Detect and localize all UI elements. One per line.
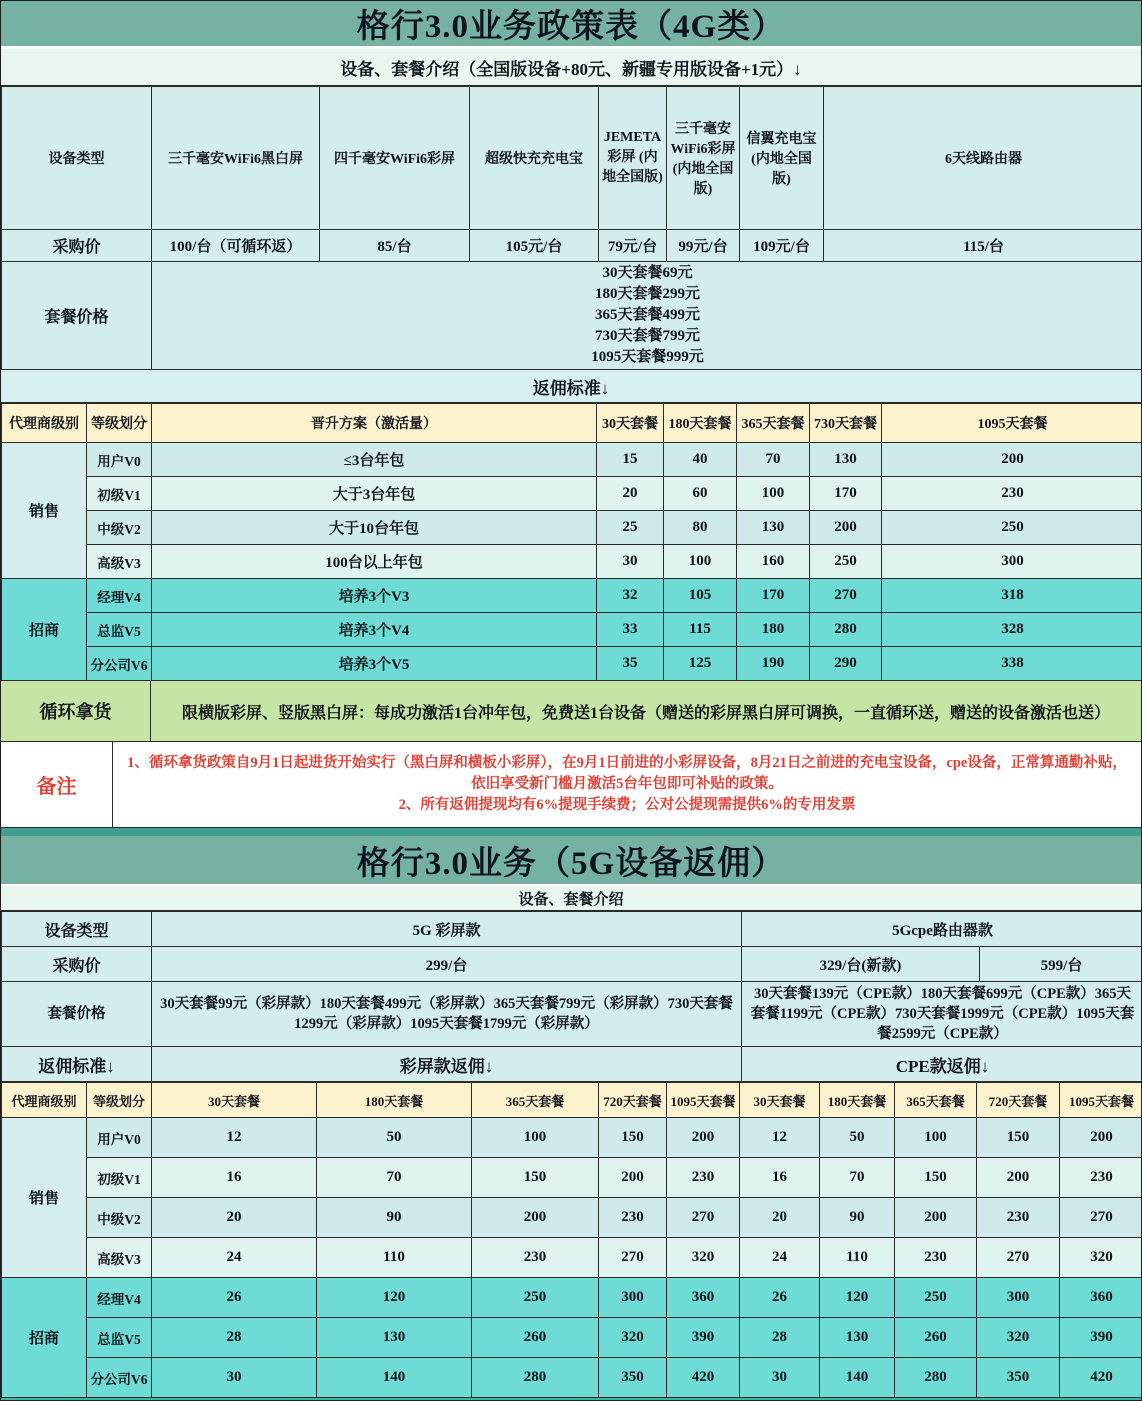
commission-value: 30 — [152, 1358, 317, 1398]
level-name: 用户V0 — [87, 1118, 152, 1158]
column-header: 180天套餐 — [664, 404, 737, 443]
commission-value: 280 — [895, 1358, 977, 1398]
commission-value: 270 — [977, 1238, 1060, 1278]
commission-value: 390 — [1060, 1318, 1142, 1358]
commission-value: 200 — [895, 1198, 977, 1238]
commission-value: 320 — [1060, 1238, 1142, 1278]
commission-value: 115 — [664, 613, 737, 647]
remark-row — [1, 742, 1141, 828]
commission-value: 150 — [472, 1158, 599, 1198]
level-row — [2, 511, 1142, 545]
purchase-price-label: 采购价 — [2, 230, 152, 262]
promotion-plan: ≤3台年包 — [152, 443, 597, 477]
device-name: 四千毫安WiFi6彩屏 — [320, 87, 470, 230]
commission-value: 200 — [599, 1158, 667, 1198]
column-header: 720天套餐 — [977, 1083, 1060, 1118]
column-header: 30天套餐 — [152, 1083, 317, 1118]
commission-value: 15 — [597, 443, 664, 477]
package-price-label: 套餐价格 — [2, 262, 152, 370]
remark-label: 备注 — [1, 742, 113, 827]
group-label: 销售 — [2, 1118, 87, 1278]
commission-value: 260 — [472, 1318, 599, 1358]
commission-value: 230 — [667, 1158, 740, 1198]
commission-value: 320 — [667, 1238, 740, 1278]
purchase-price-row — [2, 230, 1142, 262]
commission-value: 70 — [737, 443, 810, 477]
level-name: 初级V1 — [87, 477, 152, 511]
commission-value: 250 — [895, 1278, 977, 1318]
level-row — [2, 1238, 1142, 1278]
commission-value: 125 — [664, 647, 737, 681]
commission-value: 100 — [737, 477, 810, 511]
device-type-label: 设备类型 — [2, 87, 152, 230]
level-row — [2, 613, 1142, 647]
level-row — [2, 477, 1142, 511]
commission-value: 200 — [810, 511, 882, 545]
commission-value: 338 — [882, 647, 1142, 681]
commission-value: 360 — [1060, 1278, 1142, 1318]
commission-value: 230 — [599, 1198, 667, 1238]
commission-value: 110 — [317, 1238, 472, 1278]
commission-value: 120 — [820, 1278, 895, 1318]
level-row — [2, 1118, 1142, 1158]
level-row — [2, 1198, 1142, 1238]
purchase-price: 599/台 — [980, 947, 1142, 982]
commission-value: 420 — [1060, 1358, 1142, 1398]
package-price-cpe: 30天套餐139元（CPE款）180天套餐699元（CPE款）365天套餐1199元（CPE款）730天套餐1999元（CPE款）1095天套餐2599元（CPE款） — [742, 982, 1142, 1047]
level-row — [2, 1278, 1142, 1318]
commission-value: 90 — [820, 1198, 895, 1238]
purchase-price: 79元/台 — [599, 230, 667, 262]
commission-value: 200 — [882, 443, 1142, 477]
commission-value: 20 — [152, 1198, 317, 1238]
level-name: 分公司V6 — [87, 1358, 152, 1398]
section-5g-subtitle-text: 设备、套餐介绍 — [518, 891, 624, 908]
device-intro-table-4g — [1, 86, 1142, 370]
commission-value: 230 — [472, 1238, 599, 1278]
remark-body — [113, 742, 1141, 827]
purchase-price: 115/台 — [824, 230, 1142, 262]
purchase-price-label: 采购价 — [2, 947, 152, 982]
device-name: 6天线路由器 — [824, 87, 1142, 230]
package-price-row — [2, 262, 1142, 370]
commission-value: 200 — [667, 1118, 740, 1158]
column-header: 代理商级别 — [2, 404, 87, 443]
commission-value: 320 — [977, 1318, 1060, 1358]
level-row — [2, 443, 1142, 477]
commission-value: 300 — [599, 1278, 667, 1318]
commission-value: 30 — [740, 1358, 820, 1398]
package-price-line: 30天套餐69元 — [602, 265, 693, 281]
commission-table-4g — [1, 403, 1142, 681]
level-name: 中级V2 — [87, 1198, 152, 1238]
level-row — [2, 579, 1142, 613]
commission-value: 26 — [152, 1278, 317, 1318]
column-header: 730天套餐 — [810, 404, 882, 443]
commission-value: 170 — [810, 477, 882, 511]
device-name: JEMETA彩屏 (内地全国版) — [599, 87, 667, 230]
remark-line-2: 2、所有返佣提现均有6%提现手续费；公对公提现需提供6%的专用发票 — [398, 797, 856, 813]
level-row — [2, 1318, 1142, 1358]
commission-value: 30 — [597, 545, 664, 579]
commission-value: 105 — [664, 579, 737, 613]
package-price-label: 套餐价格 — [2, 982, 152, 1047]
commission-value: 350 — [977, 1358, 1060, 1398]
package-price-line: 365天套餐499元 — [594, 307, 700, 323]
level-row — [2, 1358, 1142, 1398]
commission-value: 33 — [597, 613, 664, 647]
package-price-list — [152, 262, 1142, 370]
purchase-price: 99元/台 — [667, 230, 740, 262]
device-name: 三千毫安WiFi6彩屏 (内地全国版) — [667, 87, 740, 230]
commission-value: 280 — [810, 613, 882, 647]
commission-value: 140 — [317, 1358, 472, 1398]
column-header: 365天套餐 — [895, 1083, 977, 1118]
cycle-stock-text: 限横版彩屏、竖版黑白屏：每成功激活1台冲年包，免费送1台设备（赠送的彩屏黑白屏可调换，一直循环送，赠送的设备激活也送） — [181, 704, 1110, 722]
commission-value: 390 — [667, 1318, 740, 1358]
commission-value: 200 — [977, 1158, 1060, 1198]
level-row — [2, 545, 1142, 579]
cpe-rebate-label: CPE款返佣↓ — [742, 1047, 1142, 1082]
commission-value: 200 — [472, 1198, 599, 1238]
commission-value: 12 — [152, 1118, 317, 1158]
commission-value: 280 — [472, 1358, 599, 1398]
commission-value: 200 — [1060, 1118, 1142, 1158]
commission-value: 130 — [317, 1318, 472, 1358]
cycle-stock-label: 循环拿货 — [1, 681, 151, 741]
promotion-plan: 大于10台年包 — [152, 511, 597, 545]
column-header: 1095天套餐 — [1060, 1083, 1142, 1118]
level-name: 用户V0 — [87, 443, 152, 477]
commission-value: 70 — [317, 1158, 472, 1198]
device-type-label: 设备类型 — [2, 912, 152, 947]
commission-value: 160 — [737, 545, 810, 579]
level-name: 经理V4 — [87, 579, 152, 613]
column-header: 720天套餐 — [599, 1083, 667, 1118]
column-header: 30天套餐 — [597, 404, 664, 443]
commission-value: 260 — [895, 1318, 977, 1358]
section-4g-title — [1, 1, 1141, 49]
purchase-price: 100/台（可循环返） — [152, 230, 320, 262]
commission-value: 20 — [740, 1198, 820, 1238]
purchase-price: 109元/台 — [740, 230, 824, 262]
commission-value: 50 — [317, 1118, 472, 1158]
commission-value: 50 — [820, 1118, 895, 1158]
purchase-price: 85/台 — [320, 230, 470, 262]
commission-value: 40 — [664, 443, 737, 477]
commission-value: 270 — [667, 1198, 740, 1238]
colorscreen-rebate-label: 彩屏款返佣↓ — [152, 1047, 742, 1082]
column-header: 等级划分 — [87, 1083, 152, 1118]
commission-value: 20 — [597, 477, 664, 511]
column-header: 30天套餐 — [740, 1083, 820, 1118]
device-name: 5G 彩屏款 — [152, 912, 742, 947]
promotion-plan: 大于3台年包 — [152, 477, 597, 511]
column-header: 代理商级别 — [2, 1083, 87, 1118]
promotion-plan: 培养3个V4 — [152, 613, 597, 647]
device-name: 三千毫安WiFi6黑白屏 — [152, 87, 320, 230]
level-name: 初级V1 — [87, 1158, 152, 1198]
section-divider — [1, 828, 1141, 836]
package-price-line: 730天套餐799元 — [594, 328, 700, 344]
commission-value: 12 — [740, 1118, 820, 1158]
cycle-stock-row — [1, 681, 1141, 742]
commission-value: 80 — [664, 511, 737, 545]
device-type-row-5g — [2, 912, 1142, 947]
section-4g-subtitle-text: 设备、套餐介绍（全国版设备+80元、新疆专用版设备+1元）↓ — [340, 59, 802, 79]
device-name: 超级快充充电宝 — [470, 87, 599, 230]
rebate-standard-text: 返佣标准↓ — [532, 378, 610, 398]
commission-value: 290 — [810, 647, 882, 681]
commission-value: 130 — [737, 511, 810, 545]
commission-value: 110 — [820, 1238, 895, 1278]
commission-value: 140 — [820, 1358, 895, 1398]
commission-header-row-5g — [2, 1083, 1142, 1118]
column-header: 等级划分 — [87, 404, 152, 443]
commission-value: 100 — [664, 545, 737, 579]
commission-value: 25 — [597, 511, 664, 545]
commission-value: 350 — [599, 1358, 667, 1398]
commission-value: 270 — [810, 579, 882, 613]
level-row — [2, 1158, 1142, 1198]
level-name: 经理V4 — [87, 1278, 152, 1318]
level-name: 中级V2 — [87, 511, 152, 545]
commission-value: 300 — [882, 545, 1142, 579]
commission-value: 270 — [1060, 1198, 1142, 1238]
column-header: 180天套餐 — [820, 1083, 895, 1118]
level-name: 总监V5 — [87, 613, 152, 647]
column-header: 180天套餐 — [317, 1083, 472, 1118]
commission-value: 190 — [737, 647, 810, 681]
commission-value: 28 — [740, 1318, 820, 1358]
commission-value: 100 — [895, 1118, 977, 1158]
commission-value: 328 — [882, 613, 1142, 647]
package-price-line: 1095天套餐999元 — [591, 349, 704, 365]
commission-value: 250 — [882, 511, 1142, 545]
commission-value: 130 — [810, 443, 882, 477]
level-name: 高级V3 — [87, 1238, 152, 1278]
promotion-plan: 培养3个V5 — [152, 647, 597, 681]
commission-value: 230 — [1060, 1158, 1142, 1198]
commission-value: 180 — [737, 613, 810, 647]
column-header: 365天套餐 — [472, 1083, 599, 1118]
section-5g-title-text: 格行3.0业务（5G设备返佣） — [356, 845, 786, 882]
commission-value: 300 — [977, 1278, 1060, 1318]
section-4g-title-text: 格行3.0业务政策表（4G类） — [356, 9, 786, 45]
level-name: 总监V5 — [87, 1318, 152, 1358]
column-header: 1095天套餐 — [667, 1083, 740, 1118]
commission-value: 100 — [472, 1118, 599, 1158]
commission-value: 70 — [820, 1158, 895, 1198]
commission-value: 90 — [317, 1198, 472, 1238]
commission-value: 32 — [597, 579, 664, 613]
commission-value: 170 — [737, 579, 810, 613]
commission-value: 150 — [599, 1118, 667, 1158]
level-name: 分公司V6 — [87, 647, 152, 681]
commission-value: 130 — [820, 1318, 895, 1358]
commission-value: 318 — [882, 579, 1142, 613]
level-name: 高级V3 — [87, 545, 152, 579]
commission-value: 16 — [740, 1158, 820, 1198]
section-4g-subtitle — [1, 49, 1141, 86]
commission-value: 230 — [895, 1238, 977, 1278]
commission-value: 24 — [740, 1238, 820, 1278]
commission-value: 230 — [882, 477, 1142, 511]
level-row — [2, 647, 1142, 681]
commission-value: 420 — [667, 1358, 740, 1398]
rebate-standard-bar-4g — [1, 370, 1141, 403]
commission-value: 35 — [597, 647, 664, 681]
package-price-line: 180天套餐299元 — [594, 286, 700, 302]
commission-value: 16 — [152, 1158, 317, 1198]
remark-line-1: 1、循环拿货政策自9月1日起进货开始实行（黑白屏和横板小彩屏），在9月1日前进的小彩屏设备，8月21日之前进的充电宝设备，cpe设备，正常算通勤补贴，依旧享受新门槛月激活5台年包即可补贴的政策。 — [127, 755, 1127, 792]
device-intro-table-5g — [1, 911, 1142, 1082]
purchase-price-row-5g — [2, 947, 1142, 982]
commission-value: 26 — [740, 1278, 820, 1318]
section-5g-title — [1, 836, 1141, 886]
commission-value: 60 — [664, 477, 737, 511]
device-name: 信翼充电宝 (内地全国版) — [740, 87, 824, 230]
commission-value: 230 — [977, 1198, 1060, 1238]
column-header: 1095天套餐 — [882, 404, 1142, 443]
commission-header-row-4g — [2, 404, 1142, 443]
purchase-price: 329/台(新款) — [742, 947, 980, 982]
commission-value: 150 — [977, 1118, 1060, 1158]
device-name: 5Gcpe路由器款 — [742, 912, 1142, 947]
purchase-price: 105元/台 — [470, 230, 599, 262]
commission-value: 28 — [152, 1318, 317, 1358]
group-label: 招商 — [2, 579, 87, 681]
purchase-price: 299/台 — [152, 947, 742, 982]
column-header: 晋升方案（激活量） — [152, 404, 597, 443]
section-5g-subtitle — [1, 886, 1141, 911]
commission-table-5g — [1, 1082, 1142, 1398]
commission-value: 24 — [152, 1238, 317, 1278]
package-price-colorscreen: 30天套餐99元（彩屏款）180天套餐499元（彩屏款）365天套餐799元（彩屏款）730天套餐1299元（彩屏款）1095天套餐1799元（彩屏款） — [152, 982, 742, 1047]
device-type-row — [2, 87, 1142, 230]
commission-value: 360 — [667, 1278, 740, 1318]
commission-value: 270 — [599, 1238, 667, 1278]
rebate-standard-label: 返佣标准↓ — [2, 1047, 152, 1082]
commission-value: 120 — [317, 1278, 472, 1318]
group-label: 招商 — [2, 1278, 87, 1398]
commission-value: 250 — [810, 545, 882, 579]
promotion-plan: 100台以上年包 — [152, 545, 597, 579]
promotion-plan: 培养3个V3 — [152, 579, 597, 613]
commission-value: 320 — [599, 1318, 667, 1358]
column-header: 365天套餐 — [737, 404, 810, 443]
group-label: 销售 — [2, 443, 87, 579]
package-price-row-5g — [2, 982, 1142, 1047]
commission-value: 250 — [472, 1278, 599, 1318]
commission-value: 150 — [895, 1158, 977, 1198]
rebate-standard-row-5g — [2, 1047, 1142, 1082]
